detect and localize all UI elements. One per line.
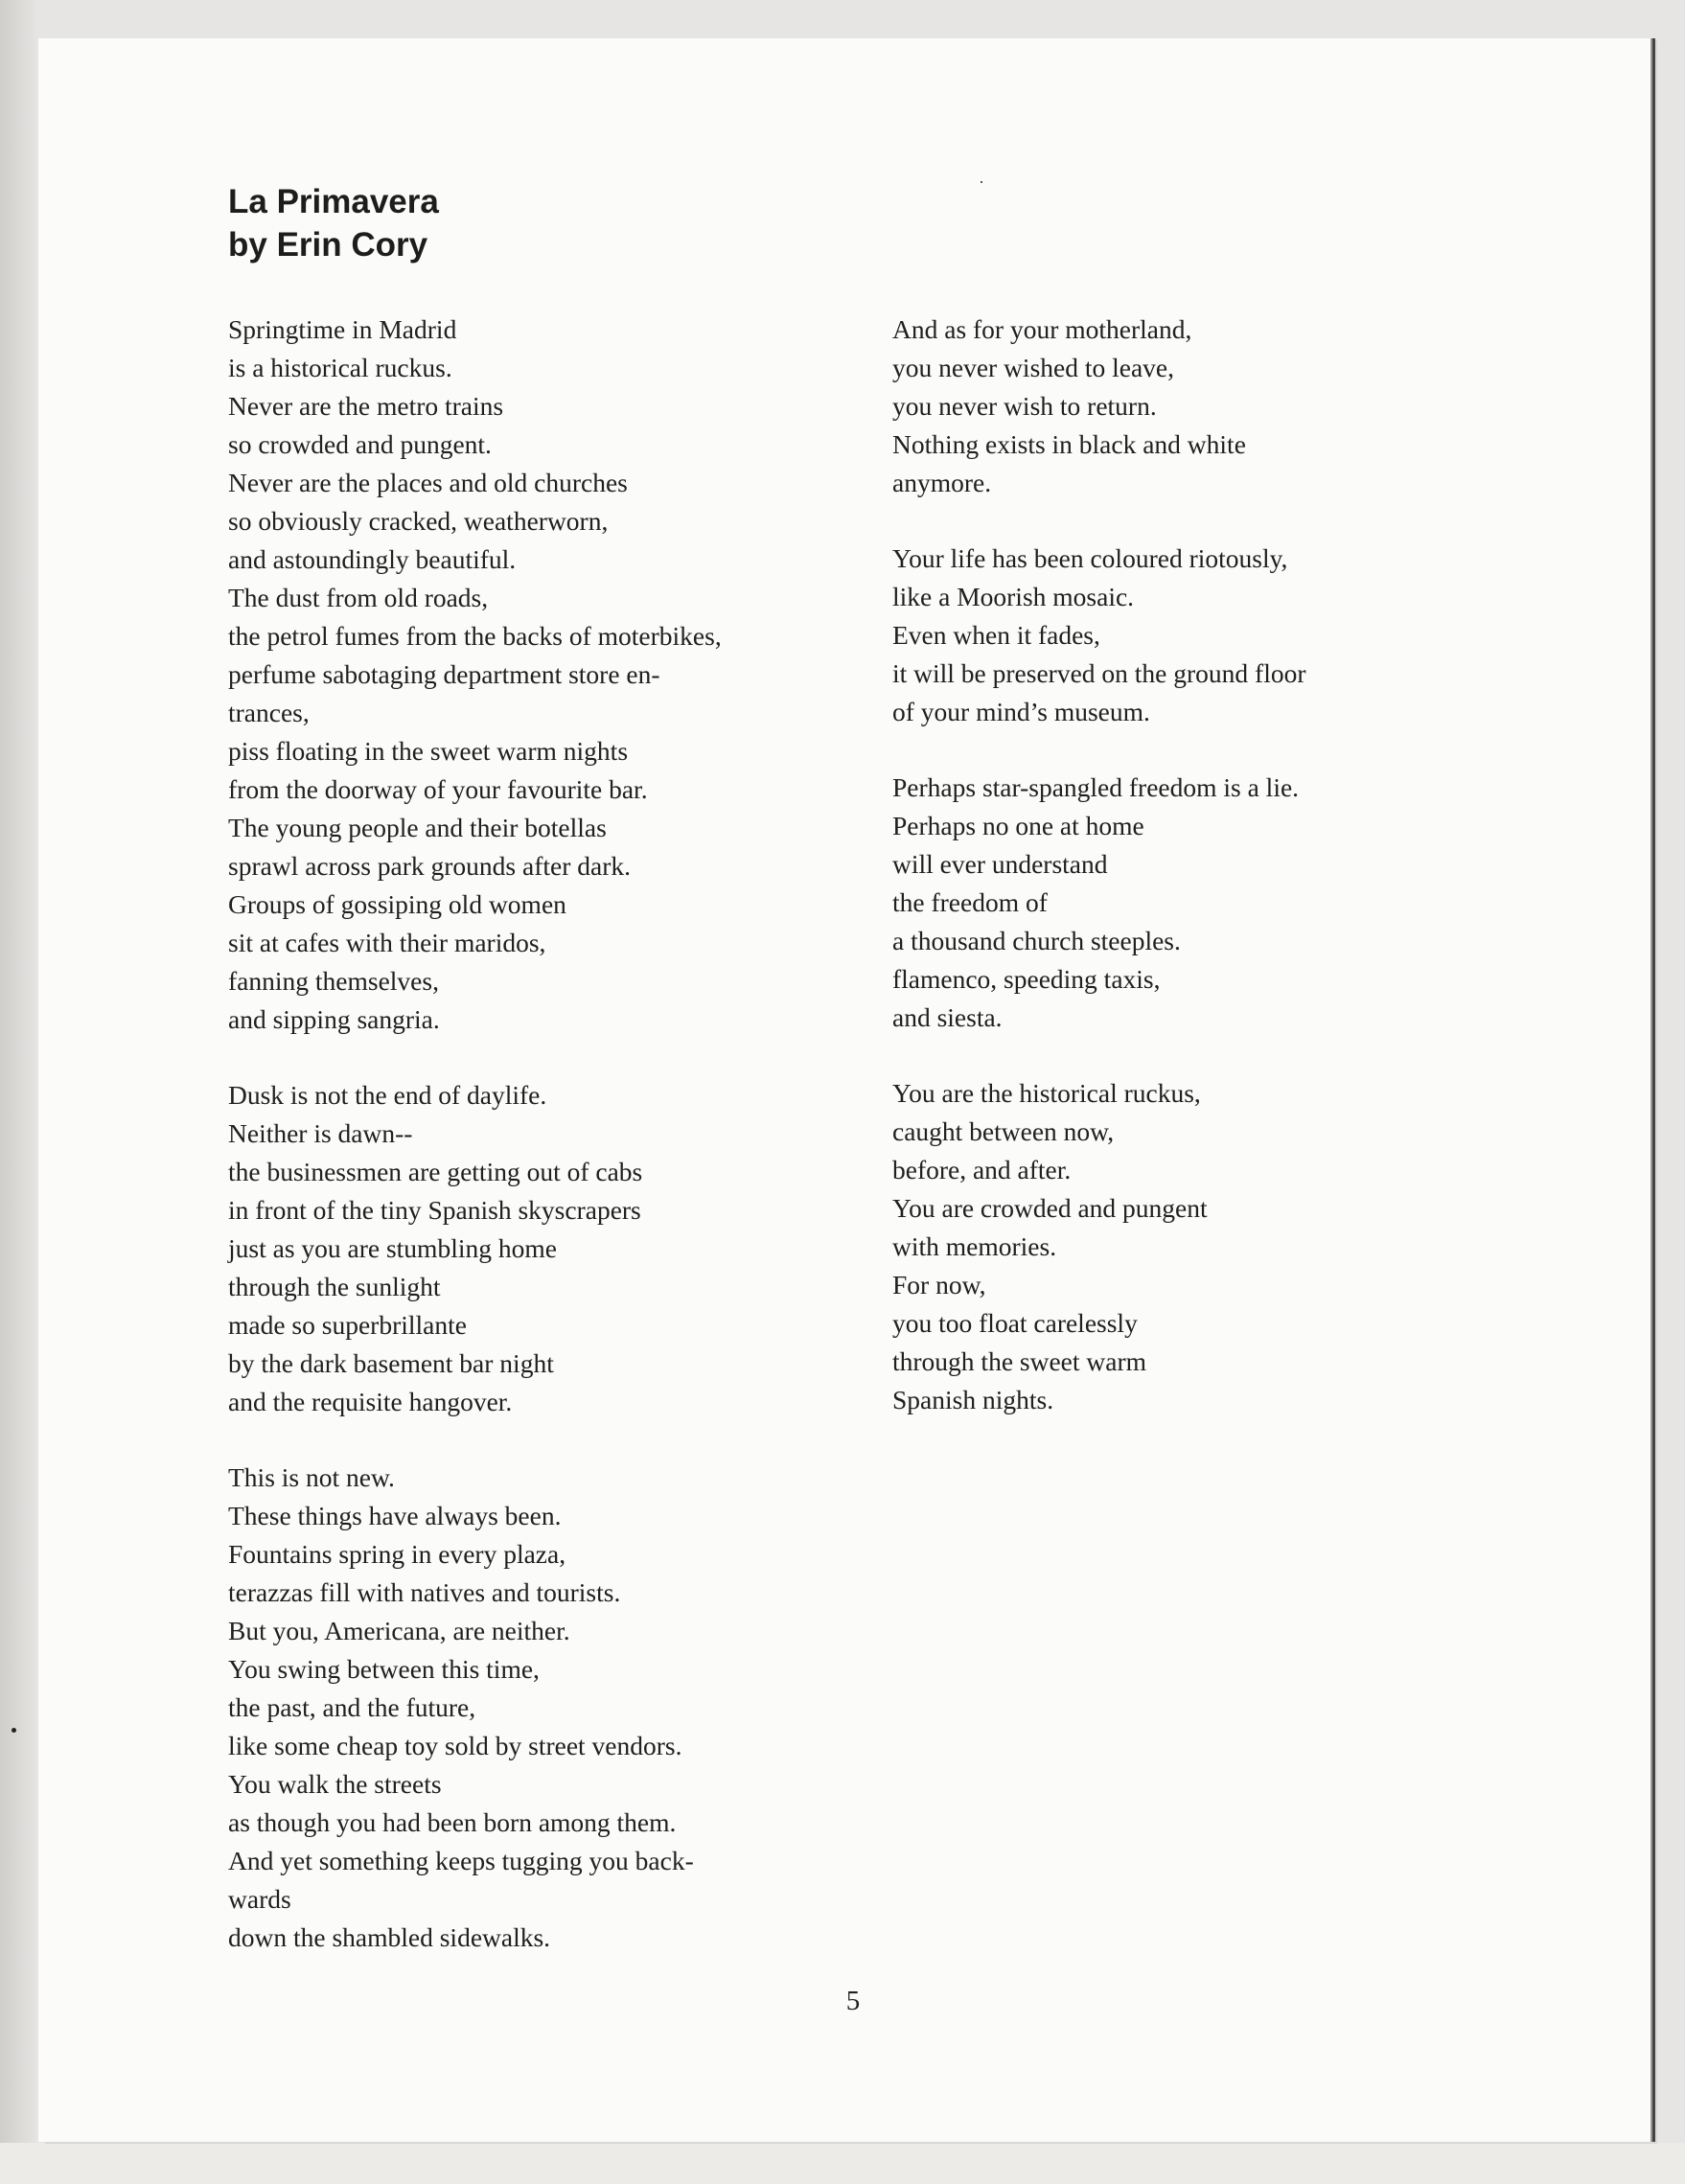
poem-line: Even when it fades, xyxy=(892,620,1100,650)
poem-line: just as you are stumbling home xyxy=(228,1233,557,1263)
poem-line: and sipping sangria. xyxy=(228,1004,440,1034)
poem-line: Never are the metro trains xyxy=(228,391,504,421)
poem-line: so obviously cracked, weatherworn, xyxy=(228,506,609,536)
page-number: 5 xyxy=(845,1986,861,2016)
poem-line: Spanish nights. xyxy=(892,1385,1054,1414)
scan-background xyxy=(0,2143,1685,2184)
poem-line: the freedom of xyxy=(892,887,1048,917)
poem-line: as though you had been born among them. xyxy=(228,1807,677,1837)
poem-line: And as for your motherland, xyxy=(892,314,1192,344)
poem-line: And yet something keeps tugging you back- xyxy=(228,1846,694,1875)
poem-line: anymore. xyxy=(892,468,992,497)
poem-line: sit at cafes with their maridos, xyxy=(228,928,546,957)
poem-line: of your mind’s museum. xyxy=(892,697,1150,726)
poem-line: it will be preserved on the ground floor xyxy=(892,658,1306,688)
stanza xyxy=(892,1074,1306,1419)
poem-line: Perhaps no one at home xyxy=(892,811,1144,840)
poem-line: Nothing exists in black and white xyxy=(892,429,1246,459)
poem-line: flamenco, speeding taxis, xyxy=(892,964,1161,994)
poem-line: you never wished to leave, xyxy=(892,353,1175,382)
poem-line: and the requisite hangover. xyxy=(228,1387,513,1416)
poem-line: piss floating in the sweet warm nights xyxy=(228,736,629,766)
poem-line: You swing between this time, xyxy=(228,1654,540,1684)
poem-line: This is not new. xyxy=(228,1462,395,1492)
poem-line: fanning themselves, xyxy=(228,966,439,996)
poem-line: made so superbrillante xyxy=(228,1310,467,1340)
poem-line: the businessmen are getting out of cabs xyxy=(228,1157,643,1186)
poem-line: terazzas fill with natives and tourists. xyxy=(228,1577,621,1607)
poem-line: perfume sabotaging department store en- xyxy=(228,659,660,689)
poem-line: and astoundingly beautiful. xyxy=(228,544,517,574)
poem-line: down the shambled sidewalks. xyxy=(228,1922,551,1952)
poem-line: through the sunlight xyxy=(228,1272,441,1301)
poem-line: These things have always been. xyxy=(228,1501,562,1530)
poem-line: Springtime in Madrid xyxy=(228,314,457,344)
stanza xyxy=(892,769,1306,1037)
scan-speck xyxy=(981,181,982,183)
poem-line: caught between now, xyxy=(892,1116,1115,1146)
poem-line: Dusk is not the end of daylife. xyxy=(228,1080,547,1110)
poem-title: La Primavera xyxy=(228,183,439,220)
poem-line: Groups of gossiping old women xyxy=(228,889,566,919)
poem-line: Fountains spring in every plaza, xyxy=(228,1539,566,1569)
poem-heading xyxy=(228,180,439,266)
poem-line: with memories. xyxy=(892,1231,1057,1261)
poem-line: through the sweet warm xyxy=(892,1346,1146,1376)
poem-line: and siesta. xyxy=(892,1002,1003,1032)
poem-line: from the doorway of your favourite bar. xyxy=(228,774,648,804)
poem-line: You are crowded and pungent xyxy=(892,1193,1208,1223)
poem-line: Your life has been coloured riotously, xyxy=(892,543,1288,573)
poem-line: But you, Americana, are neither. xyxy=(228,1616,570,1645)
scan-speck xyxy=(12,1728,16,1733)
poem-line: the petrol fumes from the backs of moterbikes, xyxy=(228,621,722,651)
poem-line: The young people and their botellas xyxy=(228,813,607,842)
stanza xyxy=(228,1076,722,1421)
poem-line: like a Moorish mosaic. xyxy=(892,582,1135,611)
poem-line: you never wish to return. xyxy=(892,391,1157,421)
poem-author: by Erin Cory xyxy=(228,226,428,264)
poem-line: sprawl across park grounds after dark. xyxy=(228,851,631,881)
stanza xyxy=(892,540,1306,731)
binding-edge xyxy=(0,0,38,2184)
poem-line: a thousand church steeples. xyxy=(892,926,1181,955)
stanza xyxy=(228,310,722,1039)
poem-line: The dust from old roads, xyxy=(228,583,489,612)
poem-line: You are the historical ruckus, xyxy=(892,1078,1201,1108)
poem-line: you too float carelessly xyxy=(892,1308,1138,1338)
poem-line: the past, and the future, xyxy=(228,1692,476,1722)
poem-line: wards xyxy=(228,1884,291,1914)
poem-line: so crowded and pungent. xyxy=(228,429,492,459)
poem-line: Never are the places and old churches xyxy=(228,468,628,497)
poem-line: is a historical ruckus. xyxy=(228,353,452,382)
poem-line: in front of the tiny Spanish skyscrapers xyxy=(228,1195,641,1225)
stanza xyxy=(892,310,1306,502)
poem-line: before, and after. xyxy=(892,1155,1072,1184)
poem-line: You walk the streets xyxy=(228,1769,442,1799)
poem-line: Perhaps star-spangled freedom is a lie. xyxy=(892,772,1300,802)
poem-line: will ever understand xyxy=(892,849,1108,879)
poem-line: For now, xyxy=(892,1270,986,1299)
stanza xyxy=(228,1459,722,1957)
poem-line: like some cheap toy sold by street vendors. xyxy=(228,1731,682,1760)
poem-right-column xyxy=(892,310,1306,1419)
poem-line: by the dark basement bar night xyxy=(228,1348,554,1378)
poem-line: trances, xyxy=(228,698,310,727)
poem-line: Neither is dawn-- xyxy=(228,1118,413,1148)
poem-left-column xyxy=(228,310,722,1957)
